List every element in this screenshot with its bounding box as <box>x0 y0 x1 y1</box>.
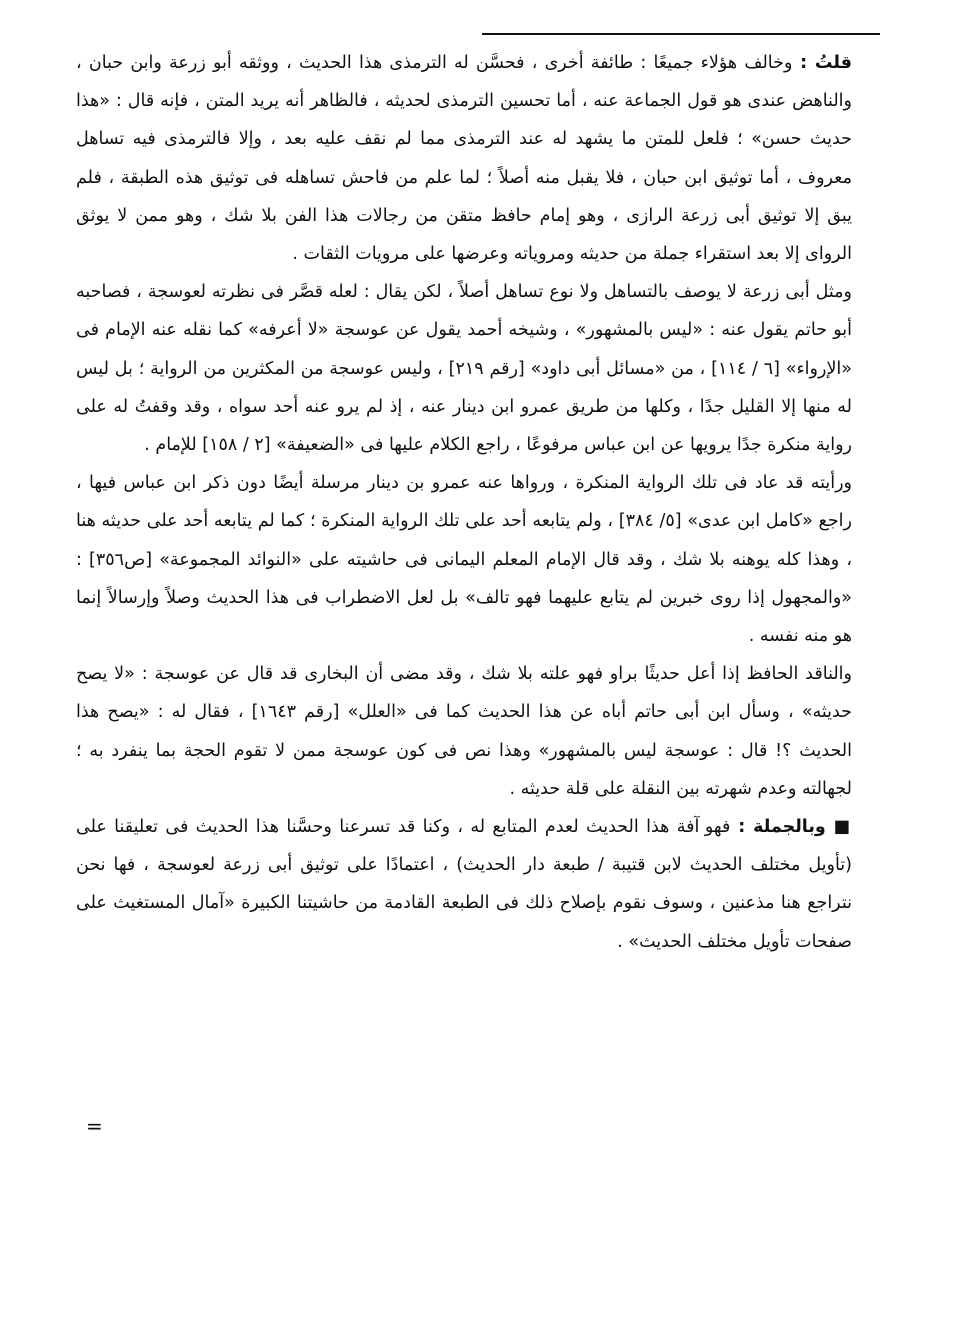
body-text <box>76 44 852 961</box>
header-rule <box>482 33 880 35</box>
paragraph <box>76 44 852 273</box>
paragraph-lead: قلتُ : <box>792 53 852 73</box>
paragraph <box>76 464 852 655</box>
paragraph-text: ومثل أبى زرعة لا يوصف بالتساهل ولا نوع تساهل أصلاً ، لكن يقال : لعله قصَّر فى نظرته لعوسجة ، فصاحبه أبو حاتم يقول عنه : «ليس بالمشهور» ، وشيخه أحمد يقول عن عوسجة «لا أعرفه» كما نقله عنه الإمام فى «الإرواء» [٦ / ١١٤] ، من «مسائل أبى داود» [رقم ٢١٩] ، وليس عوسجة من المكثرين من الرواية ؛ بل ليس له منها إلا القليل جدًا ، وكلها من طريق عمرو ابن دينار عنه ، إذ لم يرو عنه أحد سواه ، وقد وقفتُ له على رواية منكرة جدًا يرويها عن ابن عباس مرفوعًا ، راجع الكلام عليها فى «الضعيفة» [٢ / ١٥٨] للإمام . <box>76 282 852 456</box>
continuation-mark: = <box>86 1114 103 1138</box>
paragraph-text: فهو آفة هذا الحديث لعدم المتابع له ، وكنا قد تسرعنا وحسَّنا هذا الحديث فى تعليقنا على (تأويل مختلف الحديث لابن قتيبة / طبعة دار الحديث) ، اعتمادًا على توثيق أبى زرعة لعوسجة ، فها نحن نتراجع هنا مذعنين ، وسوف نقوم بإصلاح ذلك فى الطبعة القادمة من حاشيتنا الكبيرة «آمال المستغيث على صفحات تأويل مختلف الحديث» . <box>76 817 852 952</box>
paragraph-lead: ■ وبالجملة : <box>730 817 852 838</box>
paragraph <box>76 655 852 808</box>
paragraph <box>76 808 852 961</box>
paragraph-text: وخالف هؤلاء جميعًا : طائفة أخرى ، فحسَّن له الترمذى هذا الحديث ، ووثقه أبو زرعة وابن حبان ، والناهض عندى هو قول الجماعة عنه ، أما تحسين الترمذى لحديثه ، فالظاهر أنه يريد المتن ، فإنه قال : «هذا حديث حسن» ؛ فلعل للمتن ما يشهد له عند الترمذى مما لم نقف عليه بعد ، وإلا فالترمذى فيه تساهل معروف ، أما توثيق ابن حبان ، فلا يقبل منه أصلاً ؛ لما علم من فاحش تساهله فى توثيق هذه الطبقة ، فلم يبق إلا توثيق أبى زرعة الرازى ، وهو إمام حافظ متقن من رجالات هذا الفن بلا شك ، وهو ممن لا يوثق الرواى إلا بعد استقراء جملة من حديثه ومروياته وعرضها على مرويات الثقات . <box>76 53 852 265</box>
paragraph <box>76 273 852 464</box>
paragraph-text: والناقد الحافظ إذا أعل حديثًا براو فهو علته بلا شك ، وقد مضى أن البخارى قد قال عن عوسجة : «لا يصح حديثه» ، وسأل ابن أبى حاتم أباه عن هذا الحديث كما فى «العلل» [رقم ١٦٤٣] ، فقال له : «يصح هذا الحديث ؟! قال : عوسجة ليس بالمشهور» وهذا نص فى كون عوسجة ممن لا تقوم الحجة بما ينفرد به ؛ لجهالته وعدم شهرته بين النقلة على قلة حديثه . <box>76 664 852 799</box>
paragraph-text: ورأيته قد عاد فى تلك الرواية المنكرة ، ورواها عنه عمرو بن دينار مرسلة أيضًا دون ذكر ابن عباس فيها ، راجع «كامل ابن عدى» [٥/ ٣٨٤] ، ولم يتابعه أحد على تلك الرواية المنكرة ؛ كما لم يتابعه أحد على حديثه هنا ، وهذا كله يوهنه بلا شك ، وقد قال الإمام المعلم اليمانى فى حاشيته على «النوائد المجموعة» [ص٣٥٦] : «والمجهول إذا روى خبرين لم يتابع عليهما فهو تالف» بل لعل الاضطراب فى هذا الحديث وصلاً وإرسالاً إنما هو منه نفسه . <box>76 473 852 647</box>
